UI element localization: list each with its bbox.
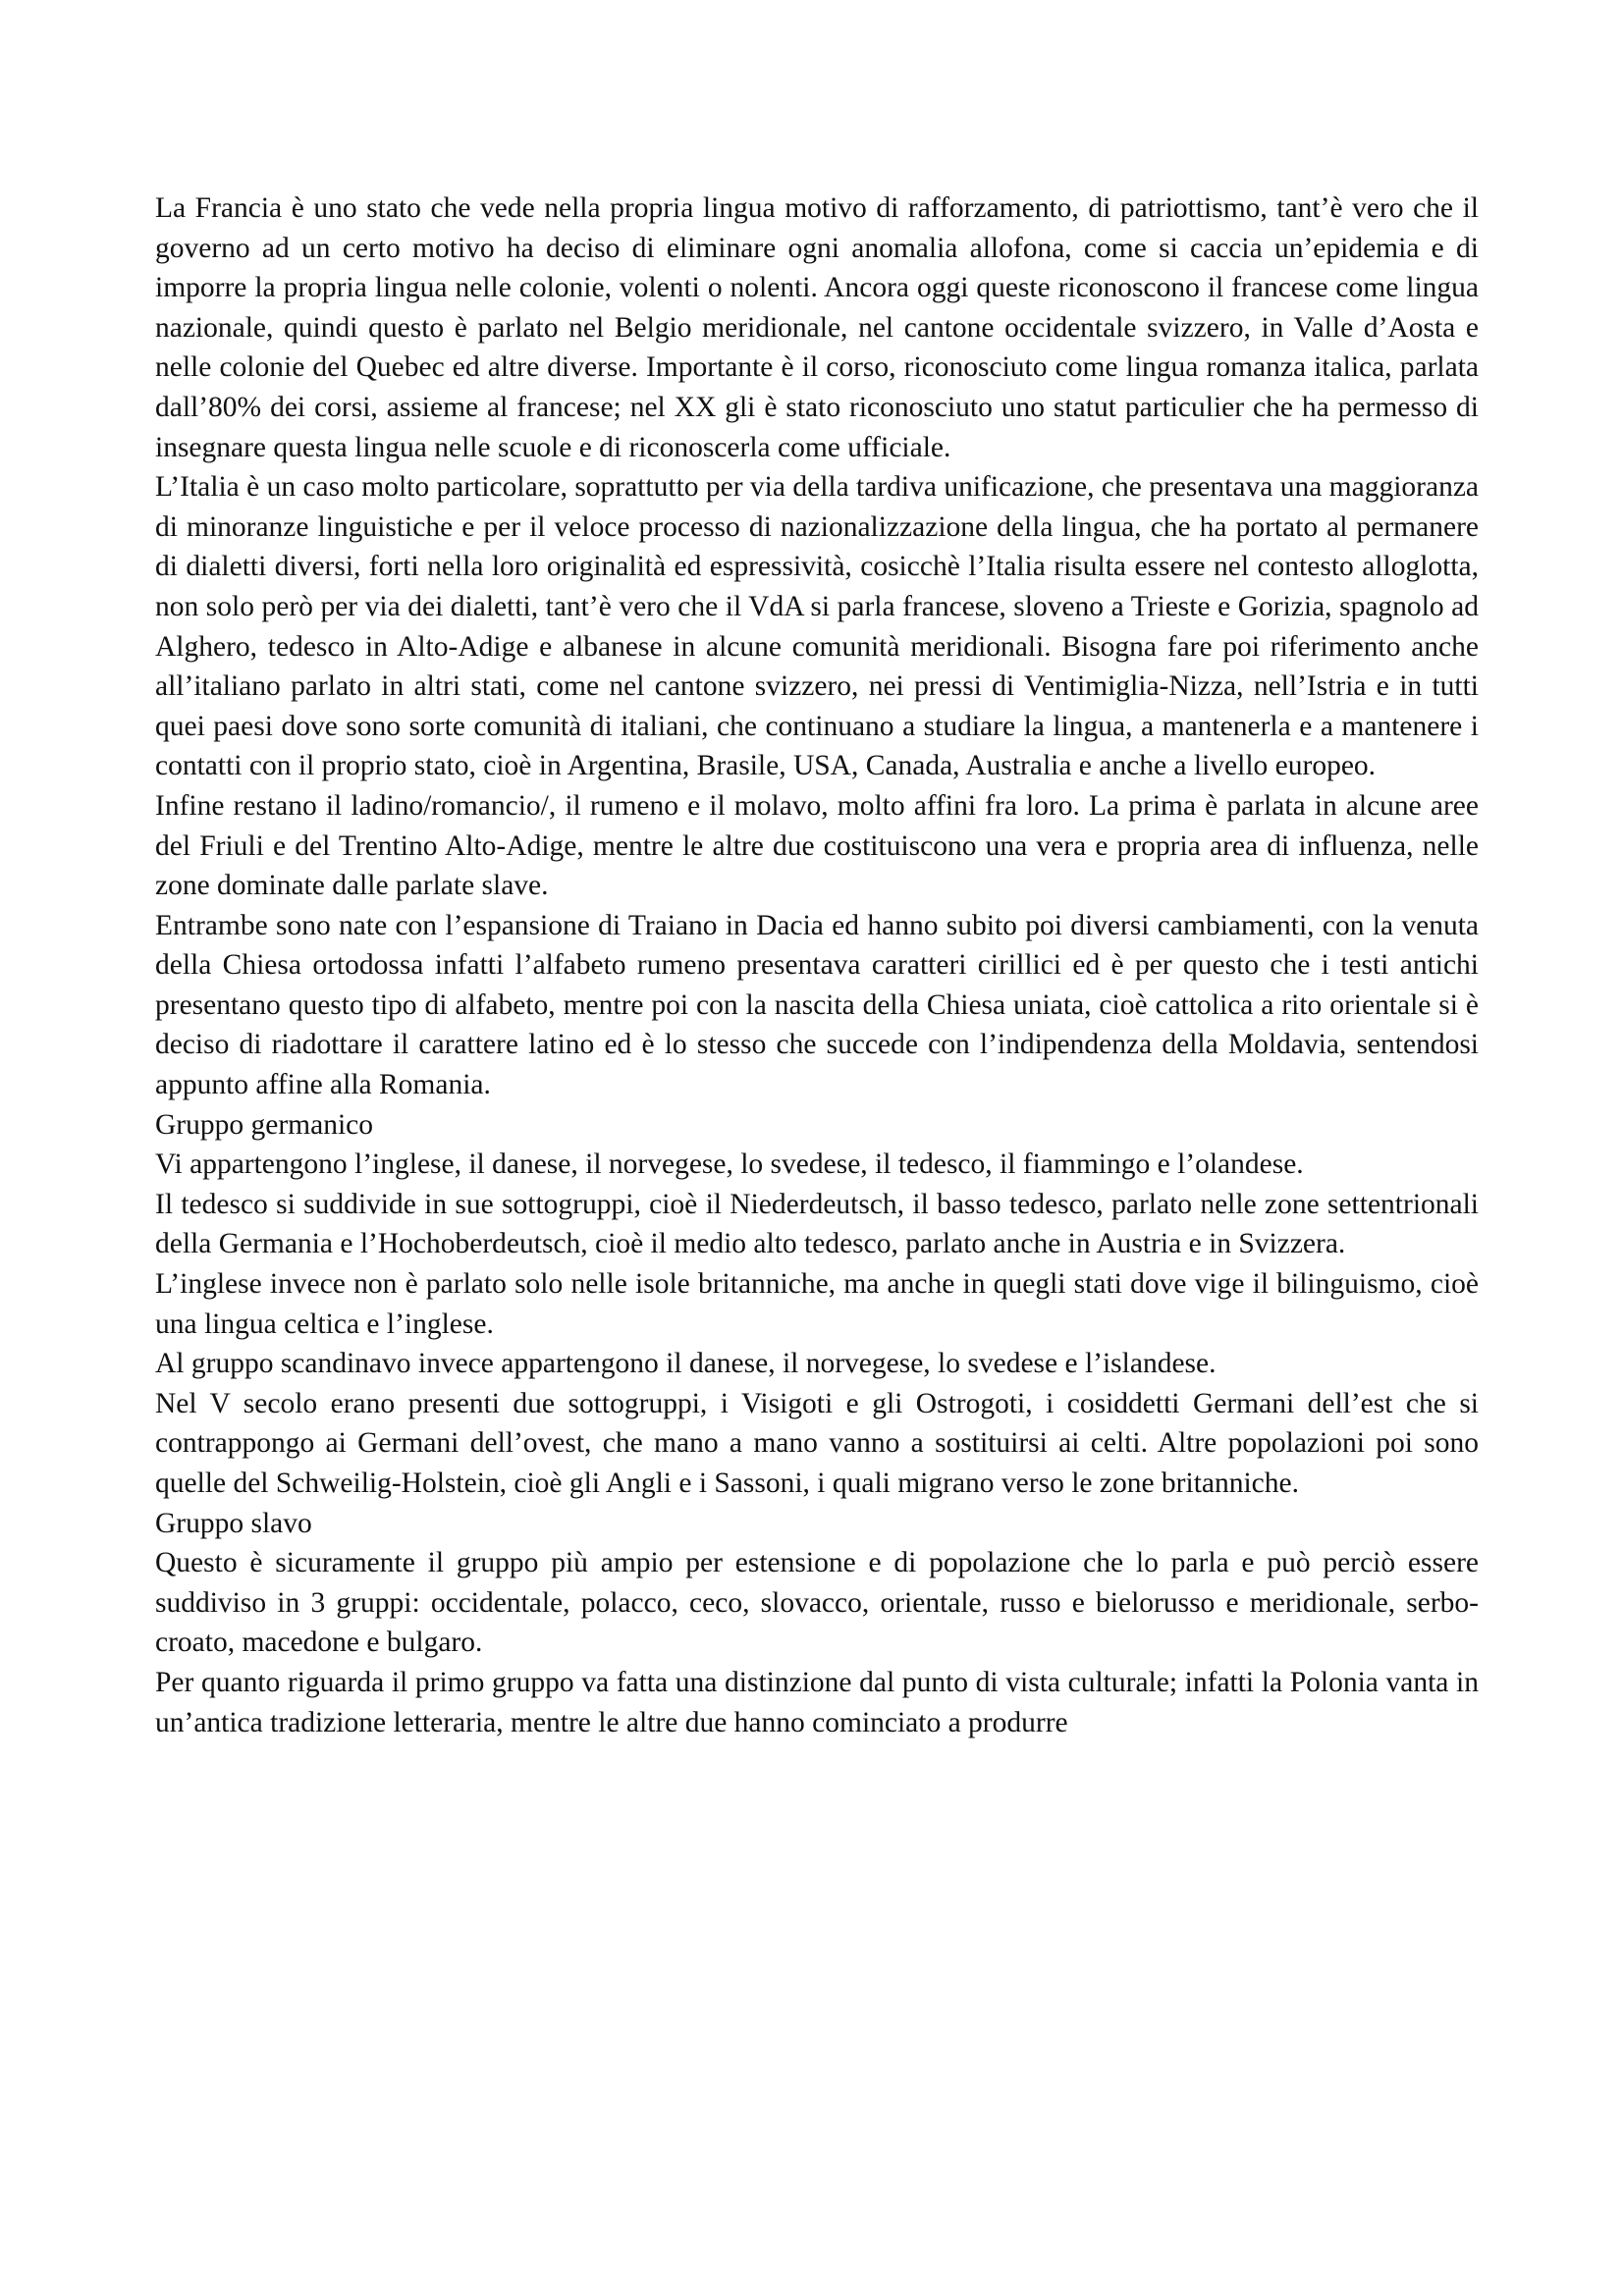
- paragraph-ladino-rumeno: Infine restano il ladino/romancio/, il rumeno e il molavo, molto affini fra loro. La prima è parlata in alcune aree del Friuli e del Trentino Alto-Adige, mentre le altre due costituiscono una vera e propria area di influenza, nelle zone dominate dalle parlate slave.: [155, 789, 1479, 902]
- paragraph-scandinavo: Al gruppo scandinavo invece appartengono il danese, il norvegese, lo svedese e l’islandese.: [155, 1348, 1217, 1380]
- paragraph-v-secolo: Nel V secolo erano presenti due sottogruppi, i Visigoti e gli Ostrogoti, i cosiddetti Germani dell’est che si contrappongo ai Germani dell’ovest, che mano a mano vanno a sostituirsi ai celti. Altre popolazioni poi sono quelle del Schweilig-Holstein, cioè gli Angli e i Sassoni, i quali migrano verso le zone britanniche.: [155, 1387, 1479, 1499]
- section-heading-slavo: Gruppo slavo: [155, 1507, 312, 1539]
- paragraph-tedesco: Il tedesco si suddivide in sue sottogruppi, cioè il Niederdeutsch, il basso tedesco, parlato nelle zone settentrionali della Germania e l’Hochoberdeutsch, cioè il medio alto tedesco, parlato anche in Austria e in Svizzera.: [155, 1188, 1479, 1260]
- document-page: [155, 188, 1479, 1742]
- paragraph-francia: La Francia è uno stato che vede nella propria lingua motivo di rafforzamento, di patriottismo, tant’è vero che il governo ad un certo motivo ha deciso di eliminare ogni anomalia allofona, come si caccia un’epidemia e di imporre la propria lingua nelle colonie, volenti o nolenti. Ancora oggi queste riconoscono il francese come lingua nazionale, quindi questo è parlato nel Belgio meridionale, nel cantone occidentale svizzero, in Valle d’Aosta e nelle colonie del Quebec ed altre diverse. Importante è il corso, riconosciuto come lingua romanza italica, parlata dall’80% dei corsi, assieme al francese; nel XX gli è stato riconosciuto uno statut particulier che ha permesso di insegnare questa lingua nelle scuole e di riconoscerla come ufficiale.: [155, 192, 1479, 463]
- section-heading-germanico: Gruppo germanico: [155, 1108, 373, 1141]
- paragraph-inglese: L’inglese invece non è parlato solo nelle isole britanniche, ma anche in quegli stati dove vige il bilinguismo, cioè una lingua celtica e l’inglese.: [155, 1268, 1479, 1340]
- paragraph-traiano-dacia: Entrambe sono nate con l’espansione di Traiano in Dacia ed hanno subito poi diversi cambiamenti, con la venuta della Chiesa ortodossa infatti l’alfabeto rumeno presentava caratteri cirillici ed è per questo che i testi antichi presentano questo tipo di alfabeto, mentre poi con la nascita della Chiesa uniata, cioè cattolica a rito orientale si è deciso di riadottare il carattere latino ed è lo stesso che succede con l’indipendenza della Moldavia, sentendosi appunto affine alla Romania.: [155, 909, 1479, 1101]
- paragraph-italia: L’Italia è un caso molto particolare, soprattutto per via della tardiva unificazione, che presentava una maggioranza di minoranze linguistiche e per il veloce processo di nazionalizzazione della lingua, che ha portato al permanere di dialetti diversi, forti nella loro originalità ed espressività, cosicchè l’Italia risulta essere nel contesto alloglotta, non solo però per via dei dialetti, tant’è vero che il VdA si parla francese, sloveno a Trieste e Gorizia, spagnolo ad Alghero, tedesco in Alto-Adige e albanese in alcune comunità meridionali. Bisogna fare poi riferimento anche all’italiano parlato in altri stati, come nel cantone svizzero, nei pressi di Ventimiglia-Nizza, nell’Istria e in tutti quei paesi dove sono sorte comunità di italiani, che continuano a studiare la lingua, a mantenerla e a mantenere i contatti con il proprio stato, cioè in Argentina, Brasile, USA, Canada, Australia e anche a livello europeo.: [155, 471, 1479, 782]
- paragraph-primo-gruppo: Per quanto riguarda il primo gruppo va fatta una distinzione dal punto di vista culturale; infatti la Polonia vanta in un’antica tradizione letteraria, mentre le altre due hanno cominciato a produrre: [155, 1666, 1479, 1738]
- paragraph-germanico-lingue: Vi appartengono l’inglese, il danese, il norvegese, lo svedese, il tedesco, il fiammingo e l’olandese.: [155, 1148, 1304, 1181]
- paragraph-slavo-gruppi: Questo è sicuramente il gruppo più ampio per estensione e di popolazione che lo parla e può perciò essere suddiviso in 3 gruppi: occidentale, polacco, ceco, slovacco, orientale, russo e bielorusso e meridionale, serbo-croato, macedone e bulgaro.: [155, 1547, 1479, 1659]
